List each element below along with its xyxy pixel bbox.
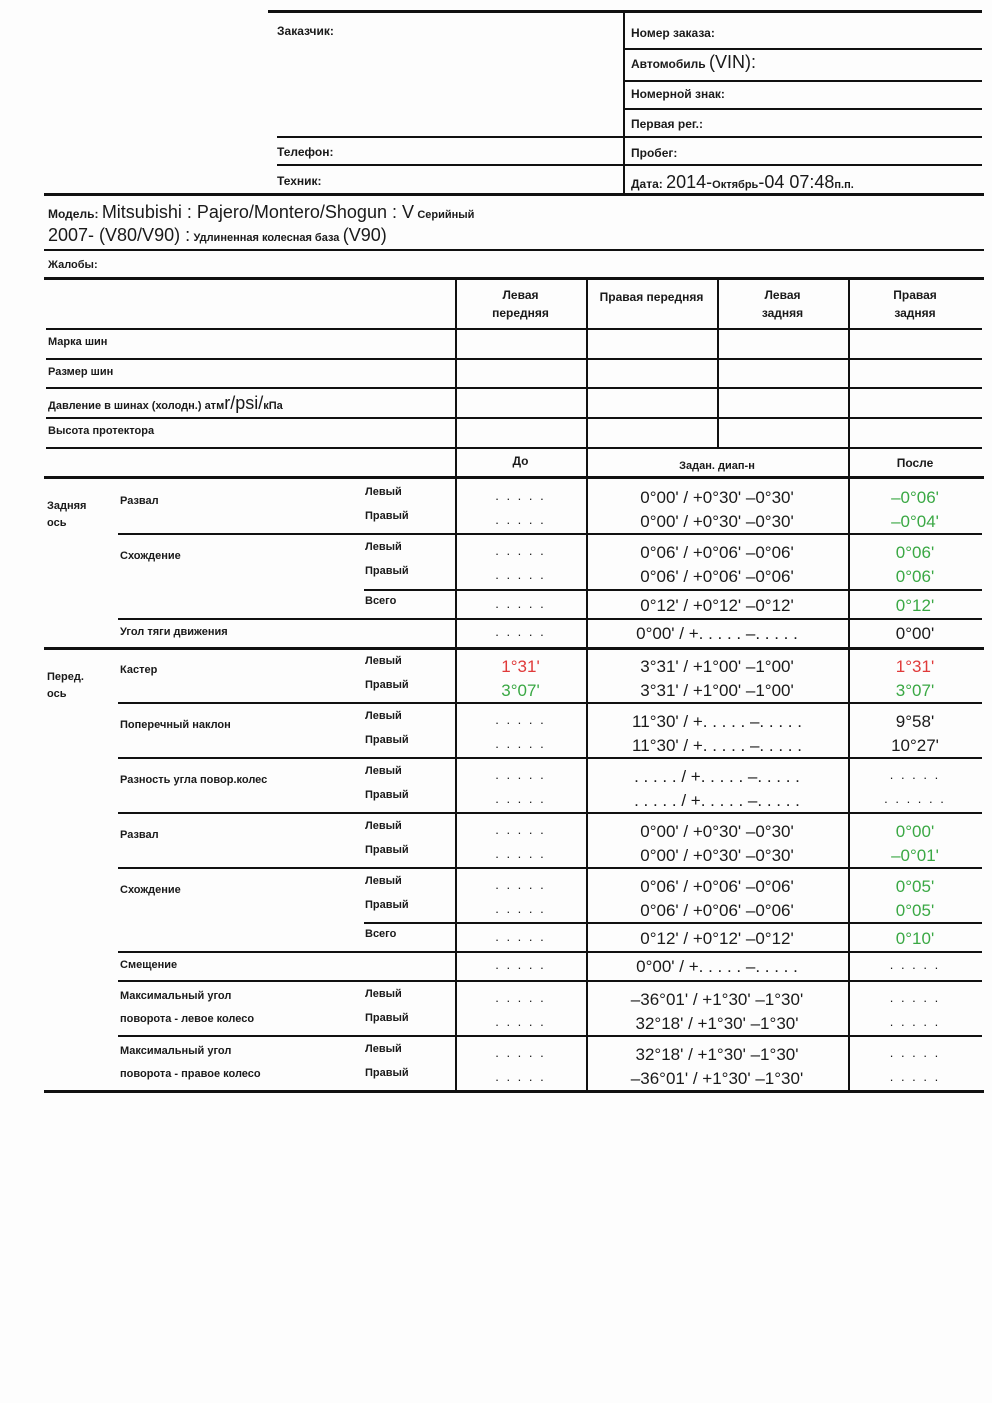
spec-value: 0°00' / +0°30' –0°30' xyxy=(640,822,794,841)
divider xyxy=(46,387,982,389)
divider xyxy=(44,277,984,280)
parameter-label: Смещение xyxy=(120,959,178,971)
parameter-label: Максимальный угол xyxy=(120,990,232,1002)
left-label: Левый xyxy=(365,486,402,498)
divider xyxy=(44,193,984,196)
parameter-label: поворота - левое колесо xyxy=(120,1013,255,1025)
divider xyxy=(848,449,850,477)
rear-axle-label: Задняя xyxy=(47,500,87,512)
parameter-label: Максимальный угол xyxy=(120,1045,232,1057)
spec-value: 32°18' / +1°30' –1°30' xyxy=(635,1014,799,1033)
after-value: 0°05' xyxy=(895,901,935,920)
left-label: Левый xyxy=(365,541,402,553)
date-month: Октябрь xyxy=(712,179,759,191)
before-value: . . . . . xyxy=(495,567,546,582)
after-value: 1°31' xyxy=(895,657,935,676)
vehicle-label xyxy=(631,52,756,73)
left-label: Левый xyxy=(365,1043,402,1055)
parameter-label: Разность угла повор.колес xyxy=(120,774,268,786)
after-value: . . . . . xyxy=(889,1014,941,1029)
front-axle-label: Перед. xyxy=(47,671,84,683)
date-field xyxy=(631,172,854,193)
pressure-kpa: кПа xyxy=(263,400,283,412)
right-label: Правый xyxy=(365,679,409,691)
divider xyxy=(717,278,719,447)
order-number-label: Номер заказа: xyxy=(631,26,715,40)
divider xyxy=(848,278,850,447)
divider xyxy=(46,447,982,449)
pressure-units: r/psi/ xyxy=(224,393,264,413)
divider xyxy=(46,358,982,360)
spec-value: 0°06' / +0°06' –0°06' xyxy=(640,877,794,896)
tire-column-header: Левая xyxy=(764,288,801,302)
right-label: Правый xyxy=(365,734,409,746)
spec-value: 3°31' / +1°00' –1°00' xyxy=(640,657,794,676)
spec-value: 0°00' / +0°30' –0°30' xyxy=(640,846,794,865)
model-label: Модель: xyxy=(48,207,99,221)
divider xyxy=(118,702,982,704)
after-value: . . . . . xyxy=(889,957,941,972)
left-label: Левый xyxy=(365,710,402,722)
column-before: До xyxy=(512,454,529,468)
divider xyxy=(44,1090,984,1093)
after-value: –0°01' xyxy=(891,846,939,865)
date-label: Дата: xyxy=(631,177,663,191)
right-label: Правый xyxy=(365,1012,409,1024)
before-value: . . . . . xyxy=(495,791,546,806)
before-value: . . . . . xyxy=(495,901,546,916)
before-value: . . . . . xyxy=(495,624,546,639)
tire-column-header: задняя xyxy=(894,306,936,320)
vehicle-text: Автомобиль xyxy=(631,57,706,71)
before-value: 1°31' xyxy=(501,657,540,676)
date-value: 2014- xyxy=(666,172,713,192)
divider xyxy=(44,647,984,650)
before-value: . . . . . xyxy=(495,957,546,972)
spec-value: 0°12' / +0°12' –0°12' xyxy=(640,929,794,948)
after-value: 0°06' xyxy=(895,567,935,586)
parameter-label: Угол тяги движения xyxy=(120,626,228,638)
divider xyxy=(364,922,982,924)
before-value: . . . . . xyxy=(495,512,546,527)
before-value: . . . . . xyxy=(495,1069,546,1084)
left-label: Левый xyxy=(365,820,402,832)
spec-value: . . . . . / +. . . . . –. . . . . xyxy=(634,767,800,786)
after-value: –0°06' xyxy=(891,488,939,507)
left-label: Левый xyxy=(365,655,402,667)
spec-value: –36°01' / +1°30' –1°30' xyxy=(630,1069,804,1088)
before-value: . . . . . xyxy=(495,488,546,503)
pressure-label: Давление в шинах (холодн.) атм xyxy=(48,400,225,412)
model-base: Удлиненная колесная база xyxy=(193,232,340,244)
technician-label: Техник: xyxy=(277,174,322,188)
after-value: . . . . . xyxy=(889,990,941,1005)
after-value: 0°10' xyxy=(895,929,935,948)
right-label: Правый xyxy=(365,899,409,911)
spec-value: 3°31' / +1°00' –1°00' xyxy=(640,681,794,700)
left-label: Левый xyxy=(365,875,402,887)
before-value: . . . . . xyxy=(495,1014,546,1029)
divider xyxy=(118,533,982,535)
total-label: Всего xyxy=(365,928,397,940)
divider xyxy=(625,108,982,110)
after-value: –0°04' xyxy=(891,512,939,531)
column-spec: Задан. диап-н xyxy=(679,460,755,472)
divider xyxy=(118,812,982,814)
parameter-label: Схождение xyxy=(120,550,181,562)
date-suffix: п.п. xyxy=(834,179,854,191)
spec-value: 0°00' / +0°30' –0°30' xyxy=(640,488,794,507)
model-line-1 xyxy=(48,202,474,223)
spec-value: 0°06' / +0°06' –0°06' xyxy=(640,543,794,562)
spec-value: 32°18' / +1°30' –1°30' xyxy=(635,1045,799,1064)
divider xyxy=(455,449,457,477)
spec-value: 0°00' / +0°30' –0°30' xyxy=(640,512,794,531)
before-value: . . . . . xyxy=(495,543,546,558)
before-value: . . . . . xyxy=(495,736,546,751)
left-label: Левый xyxy=(365,988,402,1000)
spec-value: 11°30' / +. . . . . –. . . . . xyxy=(632,712,802,731)
total-label: Всего xyxy=(365,595,397,607)
tire-column-header: Правая передняя xyxy=(599,290,704,304)
divider xyxy=(118,951,982,953)
vin-label: (VIN): xyxy=(708,52,756,72)
divider xyxy=(46,417,982,419)
divider xyxy=(118,1035,982,1037)
date-time: -04 07:48 xyxy=(758,172,835,192)
before-value: . . . . . xyxy=(495,822,546,837)
right-label: Правый xyxy=(365,844,409,856)
parameter-label: Схождение xyxy=(120,884,181,896)
spec-value: –36°01' / +1°30' –1°30' xyxy=(630,990,804,1009)
model-year: 2007- (V80/V90) : xyxy=(48,225,191,245)
spec-value: 11°30' / +. . . . . –. . . . . xyxy=(632,736,802,755)
divider xyxy=(277,164,982,166)
model-line-2 xyxy=(48,225,387,246)
after-value: 9°58' xyxy=(895,712,935,731)
after-value: 0°00' xyxy=(895,822,935,841)
before-value: . . . . . xyxy=(495,929,546,944)
parameter-label: Поперечный наклон xyxy=(120,719,231,731)
after-value: . . . . . xyxy=(889,767,941,782)
parameter-label: Развал xyxy=(120,495,159,507)
spec-value: 0°00' / +. . . . . –. . . . . xyxy=(636,624,798,643)
customer-label: Заказчик: xyxy=(277,24,334,38)
divider xyxy=(118,757,982,759)
after-value: 3°07' xyxy=(895,681,935,700)
divider xyxy=(44,476,984,479)
divider xyxy=(625,48,982,50)
divider xyxy=(625,80,982,82)
after-value: . . . . . . xyxy=(884,791,946,806)
after-value: . . . . . xyxy=(889,1069,941,1084)
after-value: 0°12' xyxy=(895,596,935,615)
divider xyxy=(455,278,457,447)
spec-value: 0°06' / +0°06' –0°06' xyxy=(640,901,794,920)
before-value: . . . . . xyxy=(495,846,546,861)
divider xyxy=(586,449,588,477)
spec-value: 0°12' / +0°12' –0°12' xyxy=(640,596,794,615)
tire-row-label: Размер шин xyxy=(48,366,114,378)
complaints-label: Жалобы: xyxy=(48,259,98,271)
tire-column-header: передняя xyxy=(492,306,549,320)
right-label: Правый xyxy=(365,565,409,577)
right-label: Правый xyxy=(365,789,409,801)
after-value: . . . . . xyxy=(889,1045,941,1060)
tire-column-header: задняя xyxy=(761,306,804,320)
rear-axle-label: ось xyxy=(47,517,67,529)
divider xyxy=(118,867,982,869)
spec-value: 0°06' / +0°06' –0°06' xyxy=(640,567,794,586)
after-value: 0°05' xyxy=(895,877,935,896)
phone-label: Телефон: xyxy=(277,145,334,159)
right-label: Правый xyxy=(365,1067,409,1079)
mileage-label: Пробег: xyxy=(631,146,678,160)
spec-value: 0°00' / +. . . . . –. . . . . xyxy=(636,957,798,976)
parameter-label: Кастер xyxy=(120,664,158,676)
divider xyxy=(46,328,982,330)
after-value: 0°00' xyxy=(895,624,935,643)
tire-row-label: Высота протектора xyxy=(48,425,155,437)
first-registration-label: Первая рег.: xyxy=(631,117,703,131)
parameter-label: поворота - правое колесо xyxy=(120,1068,261,1080)
model-base-code: (V90) xyxy=(342,225,387,245)
model-series: Серийный xyxy=(417,209,475,221)
tire-column-header: Левая xyxy=(502,288,539,302)
before-value: . . . . . xyxy=(495,596,546,611)
right-label: Правый xyxy=(365,510,409,522)
divider xyxy=(364,589,982,591)
before-value: . . . . . xyxy=(495,990,546,1005)
tire-column-header: Правая xyxy=(893,288,937,302)
model-name: Mitsubishi : Pajero/Montero/Shogun : V xyxy=(101,202,414,222)
column-after: После xyxy=(896,456,934,470)
before-value: . . . . . xyxy=(495,1045,546,1060)
divider xyxy=(44,249,984,251)
before-value: 3°07' xyxy=(501,681,540,700)
before-value: . . . . . xyxy=(495,712,546,727)
divider xyxy=(118,980,982,982)
divider xyxy=(268,10,982,13)
before-value: . . . . . xyxy=(495,877,546,892)
parameter-label: Развал xyxy=(120,829,159,841)
left-label: Левый xyxy=(365,765,402,777)
divider xyxy=(277,136,982,138)
divider xyxy=(118,618,982,620)
after-value: 10°27' xyxy=(891,736,939,755)
before-value: . . . . . xyxy=(495,767,546,782)
tire-row-label xyxy=(48,393,283,414)
front-axle-label: ось xyxy=(47,688,67,700)
spec-value: . . . . . / +. . . . . –. . . . . xyxy=(634,791,800,810)
plate-label: Номерной знак: xyxy=(631,87,725,101)
tire-row-label: Марка шин xyxy=(48,336,108,348)
after-value: 0°06' xyxy=(895,543,935,562)
